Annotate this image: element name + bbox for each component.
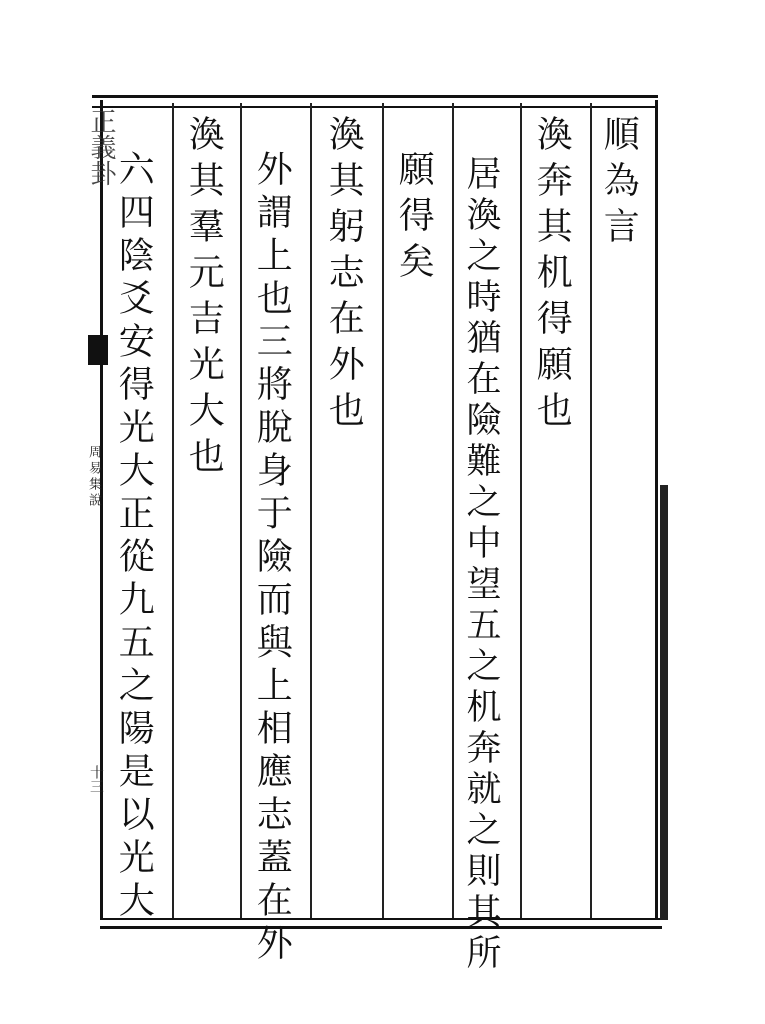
text-column: 渙奔其机得願也 [531,115,573,437]
column-divider [310,103,312,918]
column-divider [382,103,384,918]
right-edge-shadow [660,485,668,920]
top-border [92,95,658,108]
column-divider [172,103,174,918]
column-divider [240,103,242,918]
text-column: 順為言 [598,115,640,253]
margin-header [82,108,116,368]
text-column: 外謂上也三將脫身于險而與上相應志蓋在外 [251,150,293,967]
bottom-border [100,918,662,929]
fishtail-mark [88,335,108,365]
column-divider [590,103,592,918]
text-column: 居渙之時猶在險難之中望五之机奔就之則其所 [461,155,501,975]
text-column: 渙其躬志在外也 [323,115,365,437]
book-title: 周易集說 [86,445,101,509]
text-column: 渙其羣元吉光大也 [183,115,225,483]
margin-header-text: 正義卦 [86,108,116,186]
column-divider [520,103,522,918]
text-column: 六四陰爻安得光大正從九五之陽是以光大 [113,150,155,924]
text-column: 願得矣 [393,150,435,288]
right-border [655,100,658,920]
page-number: 十三 [88,765,104,793]
column-divider [452,103,454,918]
